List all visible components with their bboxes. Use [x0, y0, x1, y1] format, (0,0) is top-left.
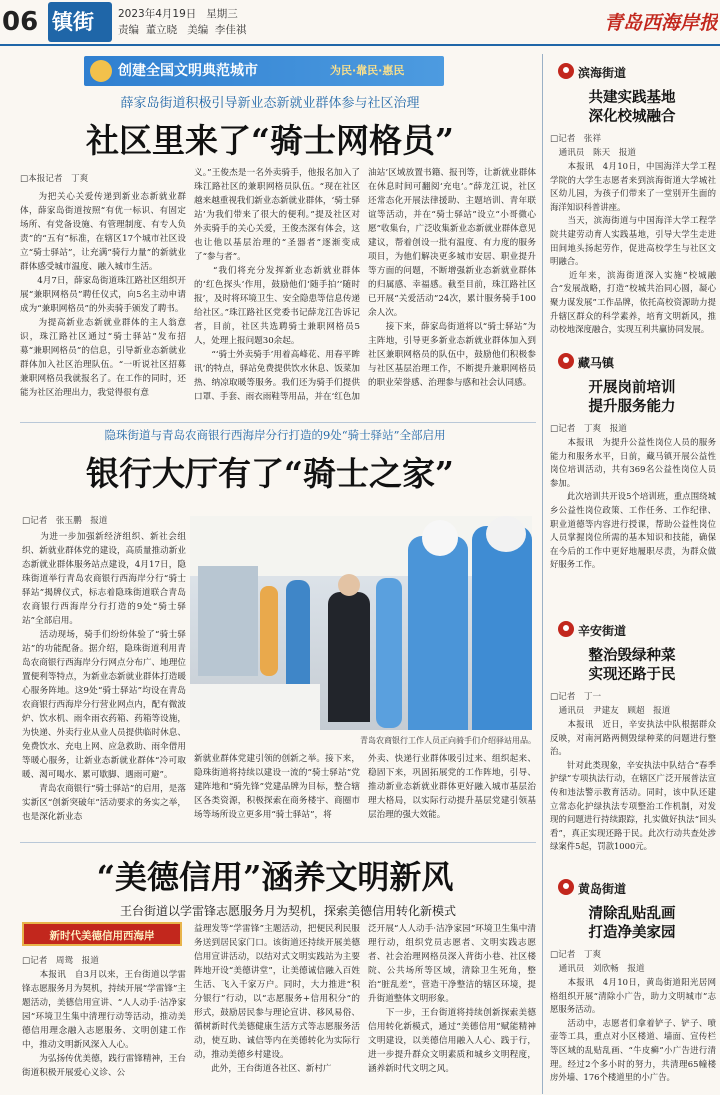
- sidebar-item-byline: □记者 丁一 通讯员 尹建友 顾超 报道: [550, 692, 671, 716]
- sidebar-item-name: 黄岛街道: [578, 882, 627, 896]
- story2-kicker: 隐珠街道与青岛农商银行西海岸分行打造的9处“骑士驿站”全部启用: [104, 428, 446, 442]
- location-pin-icon: [558, 621, 574, 637]
- sidebar-item-title: 共建实践基地 深化校城融合: [588, 89, 676, 125]
- story3-column-3: 泛开展“人人动手·洁净家园”环境卫生集中清理行动，组织党员志愿者、文明实践志愿者、社会治理网格员深入背街小巷、社区楼院、公共场所等区域，清除卫生死角，整治“脏乱差”，营造干净整洁的辖区环境，提升街道整体文明形象。 下一步，王台街道将持续创新探索美德信用转化新模式，通过“美德信用”赋能精神文明建设，以美德信用融入人心、践于行，进一步提升群众文明素质和城乡文明程度，涵养新时代文明之风。: [368, 924, 536, 1074]
- story1-column-3: 油站’区域放置书籍、报刊等，让新就业群体在休息时间可翻阅‘充电’。”薛龙江说，社区还常态化开展法律援助、主题培训、青年联谊等活动，并在“骑士驿站”设立“小哥微心愿”收集台，广泛收集新业态新就业群体意见建议，帮着创设一批有温度、有力度的服务项目，为他们解决更多城市安居、职业提升等方面的问题，不断增强新业态新就业群体的归属感、幸福感。截至目前，珠江路社区已开展“关爱活动”24次，累计服务骑手100余人次。 接下来，薛家岛街道将以“骑士驿站”为主阵地，引导更多新业态新就业群体加入到社区兼职网格员的队伍中，鼓励他们积极参与社区基层治理工作，不断提升兼职网格员的职业荣誉感、治理参与感和社会认同感。: [368, 168, 536, 388]
- newspaper-logo: 青岛西海岸报: [603, 12, 718, 34]
- sidebar-item-byline: □记者 张祥 通讯员 陈天 报道: [550, 134, 636, 158]
- story2-column-3: 外卖、快递行业群体吸引过来、组织起来、稳固下来，巩固拓展党的工作阵地，引导、推动新业态新就业群体更好融入城市基层治理大格局，以实际行动提升基层党建引领基层治理的强大效能。: [368, 754, 536, 820]
- story3-deck: 王台街道以学雷锋志愿服务月为契机，探索美德信用转化新模式: [119, 904, 456, 918]
- editor-name: 董立晓: [145, 24, 178, 36]
- column-divider: [542, 54, 543, 1094]
- designer-label: 美编: [187, 24, 209, 36]
- story2-headline: 银行大厅有了“骑士之家”: [86, 454, 454, 493]
- sidebar-item-title: 整治毁绿种菜 实现还路于民: [588, 647, 676, 683]
- sidebar-item-name: 藏马镇: [578, 356, 615, 370]
- location-pin-icon: [558, 879, 574, 895]
- section-name: 镇街: [52, 10, 94, 34]
- sidebar-item-name: 辛安街道: [578, 624, 627, 638]
- masthead: [0, 0, 720, 46]
- sidebar-item-body: 本报讯 为提升公益性岗位人员的服务能力和服务水平，日前，藏马镇开展公益性岗位培训活动，共有369名公益性岗位人员参加。 此次培训共开设5个培训班，重点围绕城乡公益性岗位政策、工作任务、工作纪律、职业道德等内容进行授课，帮助公益性岗位人员掌握岗位所需的基本知识和技能，确保在今后的工作中更好地履职尽责，为群众做好服务工作。: [550, 437, 716, 570]
- designer-name: 李佳祺: [214, 24, 247, 36]
- story3-column-1: 本报讯 自3月以来，王台街道以学雷锋志愿服务月为契机，持续开展“学雷锋”主题活动，美德信用宣讲、“人人动手·洁净家园”环境卫生集中清理行动等活动，推动美德信用理念融入志愿服务、文明创建工作中，推动文明新风深入人心。 为弘扬传优美德，践行雷锋精神，王台街道积极开展爱心义诊、公: [22, 970, 186, 1078]
- banner-emblem-icon: [90, 60, 112, 82]
- story-separator: [20, 422, 536, 423]
- story2-byline: □记者 张玉鹏 报道: [22, 516, 108, 526]
- banner-text: 创建全国文明典范城市: [118, 63, 258, 79]
- sidebar-item-title: 开展岗前培训 提升服务能力: [588, 379, 676, 415]
- issue-weekday: 星期三: [206, 8, 238, 20]
- story1-headline: 社区里来了“骑士网格员”: [86, 121, 454, 160]
- story2-column-2: 新就业群体党建引领的创新之举。接下来，隐珠街道将持续以建设一流的“骑士驿站”党建阵地和“骑先锋”党建品牌为目标，整合辖区各类资源，积极探索在商务楼宇、商圈市场等场所设立更多用“骑士驿站”，将: [194, 754, 360, 820]
- story1-column-2: 义。”王俊杰是一名外卖骑手，他报名加入了珠江路社区的兼职网格员队伍。“现在社区越来越重视我们新业态新就业群体，‘骑士驿站’为我们带来了很大的便利。”提及社区对外卖骑手的关心关爱，王俊杰深有体会，这也让他以基层治理的“圣器者”逐渐变成了“参与者”。 “我们将充分发挥新业态新就业群体的‘红色探头’作用，鼓励他们‘随手拍’‘随时报’，及时将环境卫生、安全隐患等信息传递给社区。”珠江路社区党委书记薛龙江告诉记者，目前，社区共选聘骑士兼职网格员5人，处理上报问题30余起。 “‘骑士外卖骑手’用着高峰花、用春平眸讯’的特点，驿站免费提供饮水休息、饭菜加热、纳凉取暖等服务。我们还为骑手们提供口罩、手套、雨衣雨鞋等用品，并在‘红色加: [194, 168, 360, 402]
- editor-label: 责编: [118, 24, 139, 36]
- story3-tag: 新时代美德信用西海岸: [22, 922, 182, 946]
- page-number: 06: [2, 7, 39, 37]
- story2-column-1: 为进一步加强新经济组织、新社会组织、新就业群体党的建设，高质量推动新业态新就业群体服务站点建设，4月17日，隐珠街道举行青岛农商银行西海岸分行“骑士驿站”揭牌仪式，标志着隐珠街道联合青岛农商银行西海岸分行打造的9处“骑士驿站”全部启用。 活动现场，骑手们纷纷体验了“骑士驿站”的功能配备。据介绍，隐珠街道利用青岛农商银行西海岸分行网点分布广、地理位置便利等特点，为新业态新就业群体打造暖心服务阵地。这9处“骑士驿站”均设在青岛农商银行西海岸分行营业网点内，配有微波炉、饮水机、雨伞雨衣药箱、药箱等设施，为快递、外卖行业从业人员提供临时休息、免费饮水、充电上网、应急救助、雨伞借用等暖心服务，让新业态新就业群体“冷可取暖、渴可喝水、累可歇脚、遇雨可避”。 青岛农商银行“骑士驿站”的启用，是落实新区“创新突破年”活动要求的务实之举，也是深化新业态: [22, 532, 186, 822]
- sidebar-item-byline: □记者 丁爽 通讯员 刘欣畅 报道: [550, 950, 645, 974]
- story1-byline: □本报记者 丁爽: [20, 174, 89, 184]
- sidebar-item-name: 滨海街道: [578, 66, 627, 80]
- story1-kicker: 薛家岛街道积极引导新业态新就业群体参与社区治理: [120, 96, 420, 111]
- campaign-banner: [84, 56, 444, 86]
- sidebar-item-byline: □记者 丁爽 报道: [550, 424, 627, 434]
- story3-byline: □记者 周鸳 报道: [22, 956, 99, 966]
- story3-column-2: 益理发等“学雷锋”主题活动，把便民利民服务送到居民家门口。该街道还持续开展美德信用宣讲活动，以结对式文明实践站为主要阵地开设“美德讲堂”，让美德诚信融入百姓生活、飞入千家万户。同时，大力推进“积分银行”行动，以“志愿服务+信用积分”的形式，鼓励居民参与理论宣讲、移风易俗、循树新时代美德健康生活方式等志愿服务活动，使互助、诚信等内在美德转化为实际行动，推动美德乡村建设。 此外，王台街道各社区、新村广: [194, 924, 360, 1074]
- story2-photo: [190, 516, 532, 730]
- issue-date: 2023年4月19日: [118, 8, 197, 20]
- story-separator: [20, 842, 536, 843]
- location-pin-icon: [558, 63, 574, 79]
- sidebar-item-body: 本报讯 4月10日，黄岛街道阳光居网格组织开展“清除小广告，助力文明城市”志愿服务活动。 活动中，志愿者们拿着铲子、铲子、喷壶等工具，重点对小区楼道、墙面、宣传栏等区域的乱贴乱画、“牛皮癣”小广告进行清理。经过2个多小时的努力，共清理65幢楼房外墙、176个楼道里的小广告。: [550, 977, 716, 1083]
- location-pin-icon: [558, 353, 574, 369]
- sidebar-item-body: 本报讯 近日，辛安执法中队根据群众反映，对南河路两侧毁绿种菜的问题进行整治。 针对此类现象，辛安执法中队结合“春季护绿”专项执法行动，在辖区广泛开展普法宣传和违法警示教育活动。同时，该中队还建立常态化护绿执法专项整治工作机制，对发现的问题进行持续跟踪，扎实做好执法“回头看”，真正实现还路于民。此次行动共查处涉绿案件5起，罚款1000元。: [550, 719, 716, 852]
- story2-photo-caption: 青岛农商银行工作人员正向骑手们介绍驿站用品。: [360, 736, 536, 745]
- sidebar-item-body: 本报讯 4月10日，中国海洋大学工程学院的大学生志愿者来到滨海街道大学城社区幼儿园，为孩子们带来了一堂别开生面的海洋知识科普讲座。 当天，滨海街道与中国海洋大学工程学院共建劳动育人实践基地，引导大学生走进田间地头扬起劳作，促进高校学生与社区文明融合。 近年来，滨海街道深入实施“校城融合”发展战略，打造“校城共治同心圆，凝心聚力谋发展”工作品牌，依托高校资源助力提升辖区群众的科学素养，培育文明新风，推动校地深度融合，实现互利共赢协同发展。: [550, 161, 716, 335]
- banner-slogan: 为民·靠民·惠民: [330, 64, 405, 77]
- story1-column-1: 为把关心关爱传递到新业态新就业群体，薛家岛街道按照“有优一标识、有固定场所、有党备设施、有管理制度、有专人负责”的“五有”标准，在辖区17个城市社区设立“骑士驿站”，让充满“骑行力量”的新就业群体感受城市温度、融入城市生活。 4月7日，薛家岛街道珠江路社区组织开展“兼职网格员”聘任仪式，向5名主动申请成为“兼职网格员”的外卖骑手颁发了聘书。 为提高新业态新就业群体的主人翁意识，珠江路社区通过“骑士驿站”发布招募“兼职网格员”的信息，引导新业态新就业群体加入社区治理队伍。“一听说社区招募兼职网格员我就报名了。在工作的同时，还能为社区治理出力，我觉得很有意: [20, 192, 186, 398]
- sidebar-item-title: 清除乱贴乱画 打造净美家园: [588, 905, 676, 941]
- story3-headline: “美德信用”涵养文明新风: [96, 858, 454, 896]
